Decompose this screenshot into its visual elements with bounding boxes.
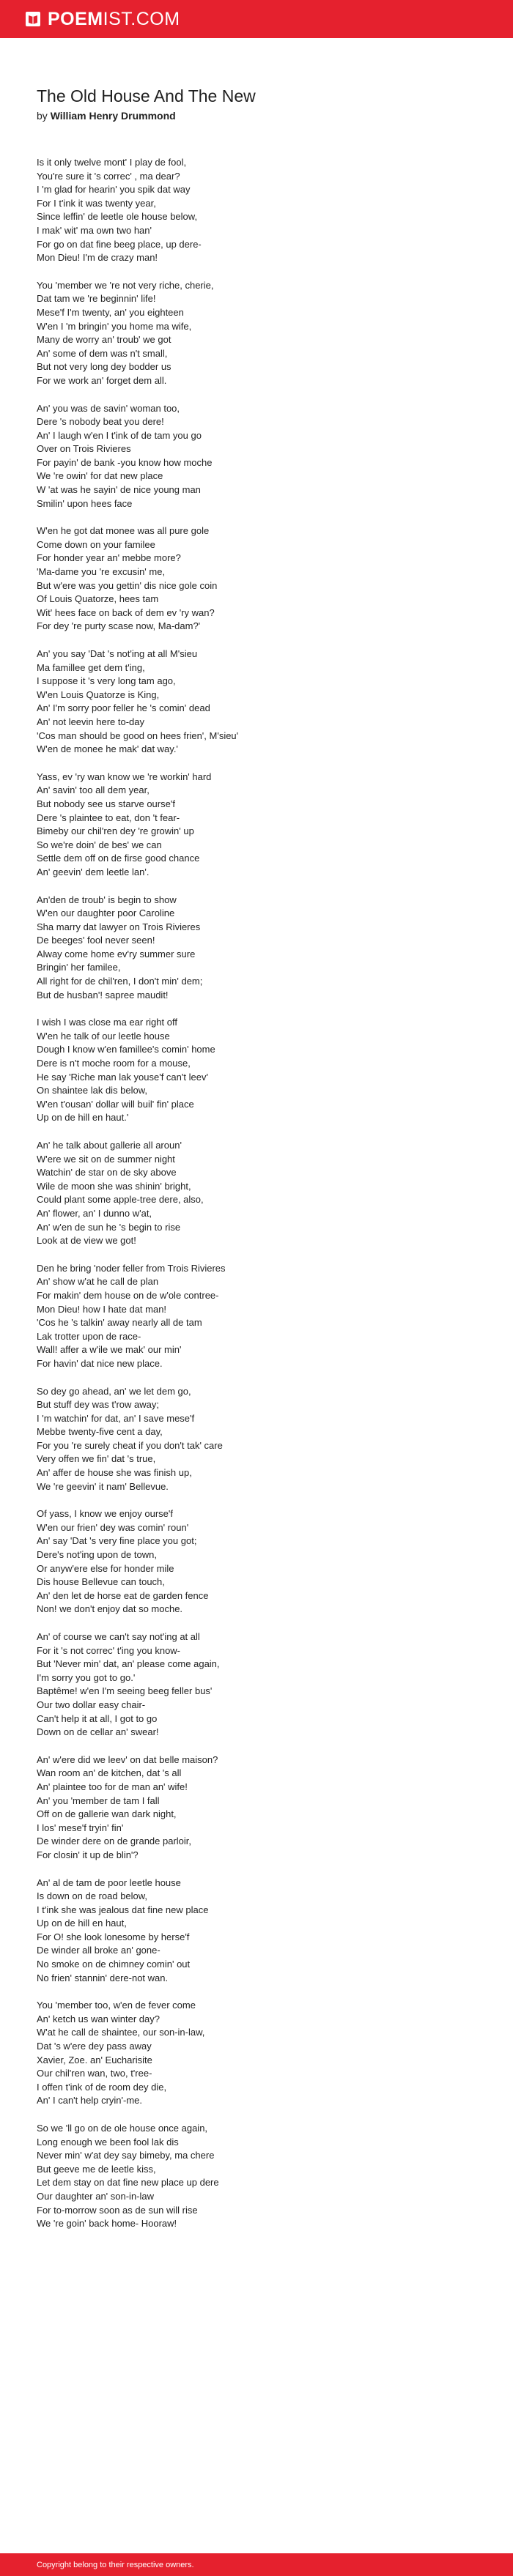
poem-line: But stuff dey was t'row away;: [37, 1399, 159, 1411]
poem-line: Is down on de road below,: [37, 1890, 148, 1902]
poem-line: Could plant some apple-tree dere, also,: [37, 1194, 204, 1206]
poem-line: For to-morrow soon as de sun will rise: [37, 2204, 198, 2216]
stanza: [37, 1999, 491, 2108]
footer-bar: [0, 2553, 513, 2576]
poem-line: Den he bring 'noder feller from Trois Rivieres: [37, 1262, 226, 1274]
poem-line: We 're goin' back home- Hooraw!: [37, 2218, 177, 2230]
book-icon: [25, 11, 41, 27]
poem-line: Non! we don't enjoy dat so moche.: [37, 1603, 183, 1615]
poem-line: But not very long dey bodder us: [37, 361, 171, 373]
poem-line: Baptême! w'en I'm seeing beeg feller bus': [37, 1685, 213, 1697]
poem-line: Dat 's w'ere dey pass away: [37, 2041, 152, 2052]
poem-line: For it 's not correc' t'ing you know-: [37, 1644, 181, 1656]
poem-line: He say 'Riche man lak youse'f can't leev': [37, 1071, 208, 1083]
poem-line: Xavier, Zoe. an' Eucharisite: [37, 2054, 152, 2065]
poem-line: Mon Dieu! I'm de crazy man!: [37, 252, 158, 264]
poem-line: Wile de moon she was shinin' bright,: [37, 1180, 191, 1192]
byline-prefix: by: [37, 110, 51, 122]
poem-line: An' some of dem was n't small,: [37, 347, 168, 359]
poem-line: For payin' de bank -you know how moche: [37, 456, 213, 468]
poem-line: An'den de troub' is begin to show: [37, 894, 177, 905]
poem-line: So dey go ahead, an' we let dem go,: [37, 1385, 191, 1397]
poem-line: Ma famillee get dem t'ing,: [37, 661, 145, 673]
poem-line: An' you say 'Dat 's not'ing at all M'sieu: [37, 648, 198, 659]
poem-line: An' I laugh w'en I t'ink of de tam you go: [37, 429, 202, 441]
logo-light-text: IST.COM: [103, 8, 180, 29]
stanza: [37, 402, 491, 511]
stanza: [37, 1507, 491, 1617]
stanza: [37, 2122, 491, 2231]
poem-line: An' geevin' dem leetle lan'.: [37, 866, 150, 877]
poem-line: Wan room an' de kitchen, dat 's all: [37, 1767, 182, 1779]
copyright-text: Copyright belong to their respective owners.: [37, 2560, 194, 2569]
poem-line: For go on dat fine beeg place, up dere-: [37, 238, 202, 250]
poem-line: An' w'en de sun he 's begin to rise: [37, 1221, 181, 1233]
poem-line: W'en he got dat monee was all pure gole: [37, 525, 210, 537]
poem-line: I wish I was close ma ear right off: [37, 1017, 177, 1028]
byline: [37, 109, 491, 122]
poem-line: W'en our daughter poor Caroline: [37, 907, 175, 919]
poem-line: Our two dollar easy chair-: [37, 1699, 146, 1710]
poem-line: W'ere we sit on de summer night: [37, 1153, 175, 1165]
poem-line: Dere 's nobody beat you dere!: [37, 416, 164, 428]
poem-line: Mese'f I'm twenty, an' you eighteen: [37, 306, 184, 318]
poem-line: You 'member too, w'en de fever come: [37, 2000, 196, 2011]
poem-line: Or anyw'ere else for honder mile: [37, 1562, 174, 1574]
poem-line: I'm sorry you got to go.': [37, 1671, 136, 1683]
poem-line: Since leffin' de leetle ole house below,: [37, 211, 198, 223]
poem-line: De beeges' fool never seen!: [37, 935, 155, 946]
poem-line: Dough I know w'en famillee's comin' home: [37, 1044, 215, 1055]
poem-body: [37, 156, 491, 2231]
poem-line: Never min' w'at dey say bimeby, ma chere: [37, 2150, 215, 2161]
poem-line: Down on de cellar an' swear!: [37, 1726, 159, 1738]
poem-line: Yass, ev 'ry wan know we 're workin' hard: [37, 771, 212, 782]
poem-line: You 'member we 're not very riche, cherie,: [37, 279, 214, 291]
site-logo-link[interactable]: [25, 10, 180, 29]
poem-line: Bimeby our chil'ren dey 're growin' up: [37, 825, 194, 837]
poem-line: No frien' stannin' dere-not wan.: [37, 1972, 169, 1983]
poem-line: Of yass, I know we enjoy ourse'f: [37, 1508, 174, 1520]
stanza: [37, 279, 491, 388]
stanza: [37, 894, 491, 1003]
poem-line: Mon Dieu! how I hate dat man!: [37, 1303, 167, 1315]
poem-line: Our chil'ren wan, two, t'ree-: [37, 2068, 152, 2079]
stanza: [37, 1016, 491, 1125]
poem-line: Dere's not'ing upon de town,: [37, 1549, 157, 1561]
site-logo-text: [48, 10, 180, 29]
poem-line: An' not leevin here to-day: [37, 716, 145, 727]
poem-line: Settle dem off on de firse good chance: [37, 853, 200, 864]
poem-line: We 're owin' for dat new place: [37, 470, 163, 482]
poem-line: Let dem stay on dat fine new place up dere: [37, 2177, 219, 2189]
poem-line: Can't help it at all, I got to go: [37, 1712, 158, 1724]
poem-line: For havin' dat nice new place.: [37, 1357, 163, 1369]
poem-line: 'Cos he 's talkin' away nearly all de tam: [37, 1317, 202, 1329]
poem-line: For you 're surely cheat if you don't tak' care: [37, 1439, 223, 1451]
poem-line: Wit' hees face on back of dem ev 'ry wan?: [37, 606, 215, 618]
poem-line: An' I can't help cryin'-me.: [37, 2095, 143, 2107]
poem-title: The Old House And The New: [37, 86, 256, 105]
poem-line: Dere 's plaintee to eat, don 't fear-: [37, 812, 180, 823]
poem-line: Bringin' her familee,: [37, 962, 121, 973]
poem-line: I mak' wit' ma own two han': [37, 224, 152, 236]
poem-line: W'en t'ousan' dollar will buil' fin' place: [37, 1098, 194, 1110]
poem-line: Up on de hill en haut.': [37, 1112, 129, 1124]
poem-line: W 'at was he sayin' de nice young man: [37, 484, 201, 496]
poem-line: Alway come home ev'ry summer sure: [37, 948, 196, 959]
poem-line: Mebbe twenty-five cent a day,: [37, 1426, 163, 1438]
poem-line: Watchin' de star on de sky above: [37, 1167, 177, 1178]
stanza: [37, 1630, 491, 1740]
poem-line: An' show w'at he call de plan: [37, 1276, 159, 1288]
poem-line: I 'm glad for hearin' you spik dat way: [37, 184, 191, 196]
poem-line: I 'm watchin' for dat, an' I save mese'f: [37, 1412, 195, 1424]
poem-line: Lak trotter upon de race-: [37, 1330, 141, 1342]
poem-line: Of Louis Quatorze, hees tam: [37, 593, 159, 605]
poem-line: Off on de gallerie wan dark night,: [37, 1808, 177, 1820]
poem-line: We 're geevin' it nam' Bellevue.: [37, 1480, 169, 1492]
stanza: [37, 1262, 491, 1371]
stanza: [37, 1877, 491, 1986]
poem-line: But geeve me de leetle kiss,: [37, 2163, 156, 2175]
poem-line: But 'Never min' dat, an' please come again,: [37, 1658, 220, 1670]
poem-line: An' you was de savin' woman too,: [37, 402, 180, 414]
poem-line: Our daughter an' son-in-law: [37, 2190, 155, 2202]
poem-line: For we work an' forget dem all.: [37, 374, 167, 386]
stanza: [37, 771, 491, 880]
poem-line: Come down on your familee: [37, 538, 155, 550]
poem-line: An' flower, an' I dunno w'at,: [37, 1207, 152, 1219]
poem-line: An' affer de house she was finish up,: [37, 1467, 192, 1479]
poem-line: For O! she look lonesome by herse'f: [37, 1931, 190, 1942]
poem-line: No smoke on de chimney comin' out: [37, 1959, 191, 1970]
poem-line: Many de worry an' troub' we got: [37, 334, 171, 346]
poem-line: An' he talk about gallerie all aroun': [37, 1140, 182, 1151]
poem-line: Up on de hill en haut,: [37, 1918, 127, 1929]
poem-line: An' plaintee too for de man an' wife!: [37, 1781, 188, 1792]
poem-line: W'at he call de shaintee, our son-in-law,: [37, 2027, 205, 2038]
poem-line: Is it only twelve mont' I play de fool,: [37, 157, 187, 168]
poem-line: You're sure it 's correc' , ma dear?: [37, 170, 180, 182]
poem-line: For I t'ink it was twenty year,: [37, 197, 156, 209]
poem-line: An' den let de horse eat de garden fence: [37, 1589, 209, 1601]
poem-line: Long enough we been fool lak dis: [37, 2136, 179, 2148]
poem-line: But nobody see us starve ourse'f: [37, 798, 175, 809]
poem-line: An' of course we can't say not'ing at all: [37, 1631, 200, 1642]
poem-line: Very offen we fin' dat 's true,: [37, 1453, 156, 1465]
poem-line: W'en Louis Quatorze is King,: [37, 688, 160, 700]
stanza: [37, 156, 491, 265]
poem-line: An' al de tam de poor leetle house: [37, 1877, 181, 1888]
poem-line: I los' mese'f tryin' fin': [37, 1822, 124, 1833]
poem-line: So we're doin' de bes' we can: [37, 839, 162, 850]
stanza: [37, 1385, 491, 1494]
poem-line: Look at de view we got!: [37, 1235, 136, 1247]
poem-line: For closin' it up de blin'?: [37, 1849, 139, 1860]
poem-line: I suppose it 's very long tam ago,: [37, 675, 176, 687]
poem-line: De winder dere on de grande parloir,: [37, 1836, 192, 1847]
poem-line: Dat tam we 're beginnin' life!: [37, 293, 156, 305]
poem-line: An' I'm sorry poor feller he 's comin' dead: [37, 702, 210, 714]
poem-line: On shaintee lak dis below,: [37, 1085, 148, 1096]
poem-line: But w'ere was you gettin' dis nice gole coin: [37, 579, 218, 591]
poem-line: Sha marry dat lawyer on Trois Rivieres: [37, 921, 201, 932]
author-link[interactable]: William Henry Drummond: [50, 110, 176, 122]
poem-line: For makin' dem house on de w'ole contree-: [37, 1289, 219, 1301]
poem-line: For dey 're purty scase now, Ma-dam?': [37, 620, 201, 632]
poem-line: Over on Trois Rivieres: [37, 443, 131, 455]
logo-strong-text: POEM: [48, 8, 103, 29]
poem-line: W'en he talk of our leetle house: [37, 1030, 170, 1042]
poem-line: Wall! affer a w'ile we mak' our min': [37, 1344, 182, 1356]
poem-line: An' ketch us wan winter day?: [37, 2013, 160, 2024]
poem-line: For honder year an' mebbe more?: [37, 552, 181, 564]
poem-line: An' you 'member de tam I fall: [37, 1794, 160, 1806]
poem-line: I offen t'ink of de room dey die,: [37, 2081, 167, 2093]
poem-line: All right for de chil'ren, I don't min' dem;: [37, 976, 203, 987]
stanza: [37, 647, 491, 757]
poem-line: I t'ink she was jealous dat fine new place: [37, 1904, 209, 1915]
poem-line: W'en I 'm bringin' you home ma wife,: [37, 320, 192, 332]
poem-line: An' w'ere did we leev' on dat belle maison?: [37, 1753, 218, 1765]
poem-content: [37, 38, 491, 2245]
poem-line: W'en de monee he mak' dat way.': [37, 743, 178, 755]
stanza: [37, 1753, 491, 1863]
poem-line: 'Cos man should be good on hees frien', M'sieu': [37, 730, 239, 741]
poem-line: So we 'll go on de ole house once again,: [37, 2123, 208, 2134]
top-bar: [0, 0, 513, 38]
poem-line: An' savin' too all dem year,: [37, 784, 150, 796]
poem-line: 'Ma-dame you 're excusin' me,: [37, 566, 166, 578]
poem-line: W'en our frien' dey was comin' roun': [37, 1521, 189, 1533]
stanza: [37, 1139, 491, 1248]
poem-line: An' say 'Dat 's very fine place you got;: [37, 1535, 197, 1547]
poem-line: Smilin' upon hees face: [37, 497, 133, 509]
stanza: [37, 524, 491, 634]
poem-line: But de husban'! sapree maudit!: [37, 989, 169, 1001]
poem-line: Dis house Bellevue can touch,: [37, 1576, 165, 1588]
poem-line: Dere is n't moche room for a mouse,: [37, 1058, 191, 1069]
poem-line: De winder all broke an' gone-: [37, 1945, 160, 1956]
